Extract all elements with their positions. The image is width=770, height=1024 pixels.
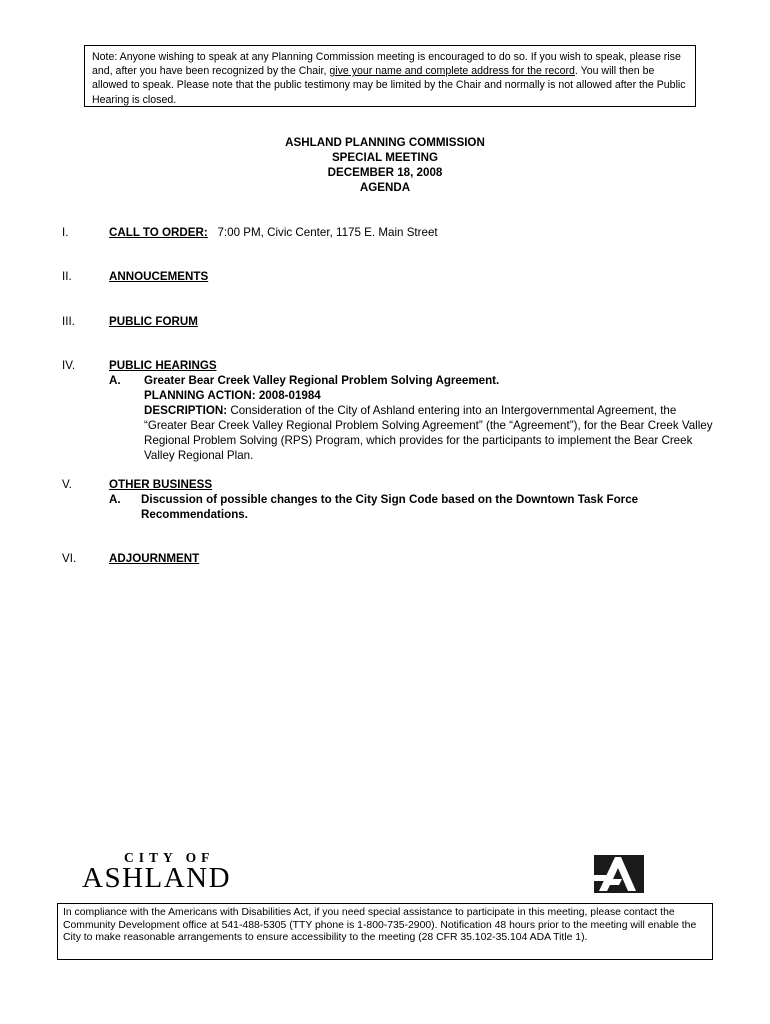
city-of-ashland-logo: [78, 847, 268, 895]
item-numeral: V.: [62, 478, 72, 491]
item-numeral: III.: [62, 315, 75, 328]
item-title: ADJOURNMENT: [109, 552, 200, 565]
header-agenda: AGENDA: [359, 181, 411, 194]
header-meeting-type: SPECIAL MEETING: [331, 151, 439, 164]
planning-action: PLANNING ACTION: 2008-01984: [144, 389, 321, 402]
description-text: Consideration of the City of Ashland entering into an Intergovernmental Agreement, the “Greater Bear Creek Valley Regional Problem Solving Agreement” (the “Agreement”), for the Bear Creek Valley Regional Problem Solving (RPS) Program, which provides for the participants to implement the Bear Creek Valley Regional Plan.: [144, 404, 713, 462]
note-text-end: . You will then be allowed to speak. Please note that the public testimony may be limited by the Chair and normally is not allowed after the Public Hearing is closed.: [92, 65, 686, 106]
public-testimony-note: [84, 45, 696, 107]
header-date: DECEMBER 18, 2008: [327, 166, 443, 179]
item-title: PUBLIC FORUM: [109, 315, 198, 328]
agenda-header: [0, 135, 770, 195]
description-label: DESCRIPTION:: [144, 404, 228, 417]
description: [144, 403, 719, 463]
item-numeral: I.: [62, 226, 69, 239]
item-numeral: II.: [62, 270, 72, 283]
ashland-a-emblem-icon: [594, 855, 644, 893]
logo-ashland: ASHLAND: [82, 862, 232, 894]
sub-item-name: Greater Bear Creek Valley Regional Problem Solving Agreement.: [144, 374, 500, 387]
note-text-start: Note: Anyone wishing to speak at any Planning Commission meeting is encouraged to do so. If you wish to speak, please rise and, after you have been recognized by the Chair,: [92, 51, 681, 78]
item-numeral: IV.: [62, 359, 76, 372]
sub-item-name: Discussion of possible changes to the City Sign Code based on the Downtown Task Force Recommendations.: [141, 493, 639, 521]
logo-city-of: CITY OF: [124, 850, 215, 865]
item-title: OTHER BUSINESS: [109, 478, 213, 491]
item-title: PUBLIC HEARINGS: [109, 359, 217, 372]
item-detail: 7:00 PM, Civic Center, 1175 E. Main Street: [217, 226, 438, 239]
note-underlined-text: give your name and complete address for the record: [329, 65, 575, 78]
item-title: CALL TO ORDER:: [109, 226, 208, 239]
ada-compliance-notice: In compliance with the Americans with Disabilities Act, if you need special assistance to participate in this meeting, please contact the Community Development office at 541-488-5305 (TTY phone is 1-800-735-2900). Notification 48 hours prior to the meeting will enable the City to make reasonable arrangements to ensure accessibility to the meeting (28 CFR 35.102-35.104 ADA Title 1).: [57, 903, 713, 960]
header-commission: ASHLAND PLANNING COMMISSION: [285, 136, 485, 149]
sub-item-a: [109, 373, 719, 388]
sub-item-a: [109, 492, 719, 522]
item-title: ANNOUCEMENTS: [109, 270, 209, 283]
sub-item-letter: A.: [109, 374, 121, 387]
sub-item-letter: A.: [109, 493, 121, 506]
item-numeral: VI.: [62, 552, 77, 565]
